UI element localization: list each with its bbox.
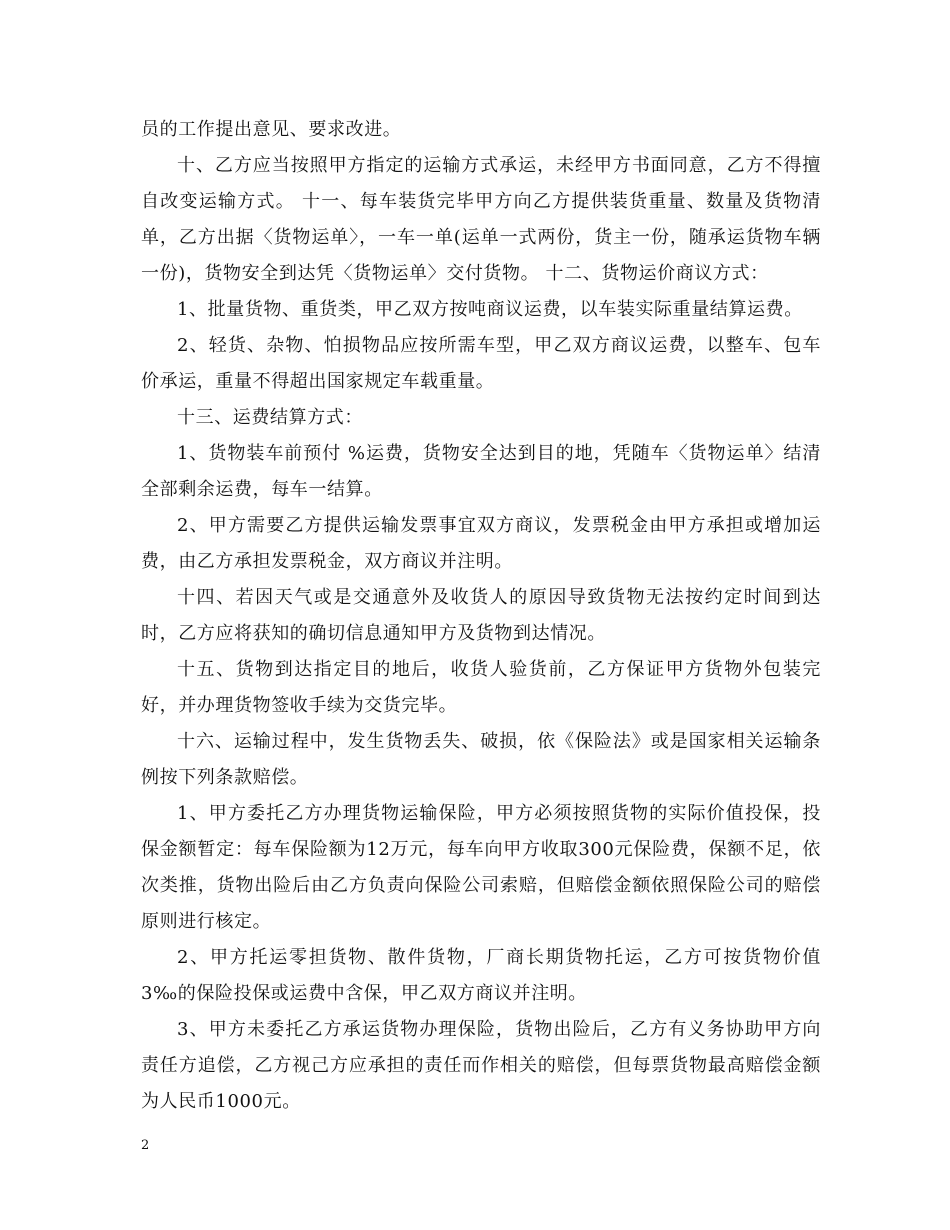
page-number: 2: [141, 1138, 150, 1153]
paragraph-clause-12-item-2: 2、轻货、杂物、怕损物品应按所需车型，甲乙双方商议运费，以整车、包车价承运，重量不得超出国家规定车载重量。: [141, 335, 821, 392]
paragraph-clause-13-heading: 十三、运费结算方式：: [177, 407, 363, 428]
document-body: [141, 112, 821, 1120]
paragraph-continuation: 员的工作提出意见、要求改进。: [141, 119, 402, 140]
paragraph-clause-15: 十五、货物到达指定目的地后，收货人验货前，乙方保证甲方货物外包装完好，并办理货物签收手续为交货完毕。: [141, 659, 821, 716]
paragraph-clause-16-item-3: 3、甲方未委托乙方承运货物办理保险，货物出险后，乙方有义务协助甲方向责任方追偿，乙方视己方应承担的责任而作相关的赔偿，但每票货物最高赔偿金额为人民币1000元。: [141, 1019, 821, 1112]
paragraph-clause-14: 十四、若因天气或是交通意外及收货人的原因导致货物无法按约定时间到达时，乙方应将获知的确切信息通知甲方及货物到达情况。: [141, 587, 821, 644]
paragraph-clause-13-item-2: 2、甲方需要乙方提供运输发票事宜双方商议，发票税金由甲方承担或增加运费，由乙方承担发票税金，双方商议并注明。: [141, 515, 821, 572]
paragraph-clause-16-item-1: 1、甲方委托乙方办理货物运输保险，甲方必须按照货物的实际价值投保，投保金额暂定：每车保险额为12万元，每车向甲方收取300元保险费，保额不足，依次类推，货物出险后由乙方负责向保险公司索赔，但赔偿金额依照保险公司的赔偿原则进行核定。: [141, 803, 821, 932]
paragraph-clause-10-11-12: 十、乙方应当按照甲方指定的运输方式承运，未经甲方书面同意，乙方不得擅自改变运输方式。 十一、每车装货完毕甲方向乙方提供装货重量、数量及货物清单，乙方出据〈货物运单〉，一车一单(运单一式两份，货主一份，随承运货物车辆一份)，货物安全到达凭〈货物运单〉交付货物。 十二、货物运价商议方式：: [141, 155, 821, 284]
paragraph-clause-13-item-1: 1、货物装车前预付 %运费，货物安全达到目的地，凭随车〈货物运单〉结清全部剩余运费，每车一结算。: [141, 443, 821, 500]
paragraph-clause-16: 十六、运输过程中，发生货物丢失、破损，依《保险法》或是国家相关运输条例按下列条款赔偿。: [141, 731, 821, 788]
paragraph-clause-12-item-1: 1、批量货物、重货类，甲乙双方按吨商议运费，以车装实际重量结算运费。: [177, 299, 803, 320]
paragraph-clause-16-item-2: 2、甲方托运零担货物、散件货物，厂商长期货物托运，乙方可按货物价值3‰的保险投保或运费中含保，甲乙双方商议并注明。: [141, 947, 821, 1004]
